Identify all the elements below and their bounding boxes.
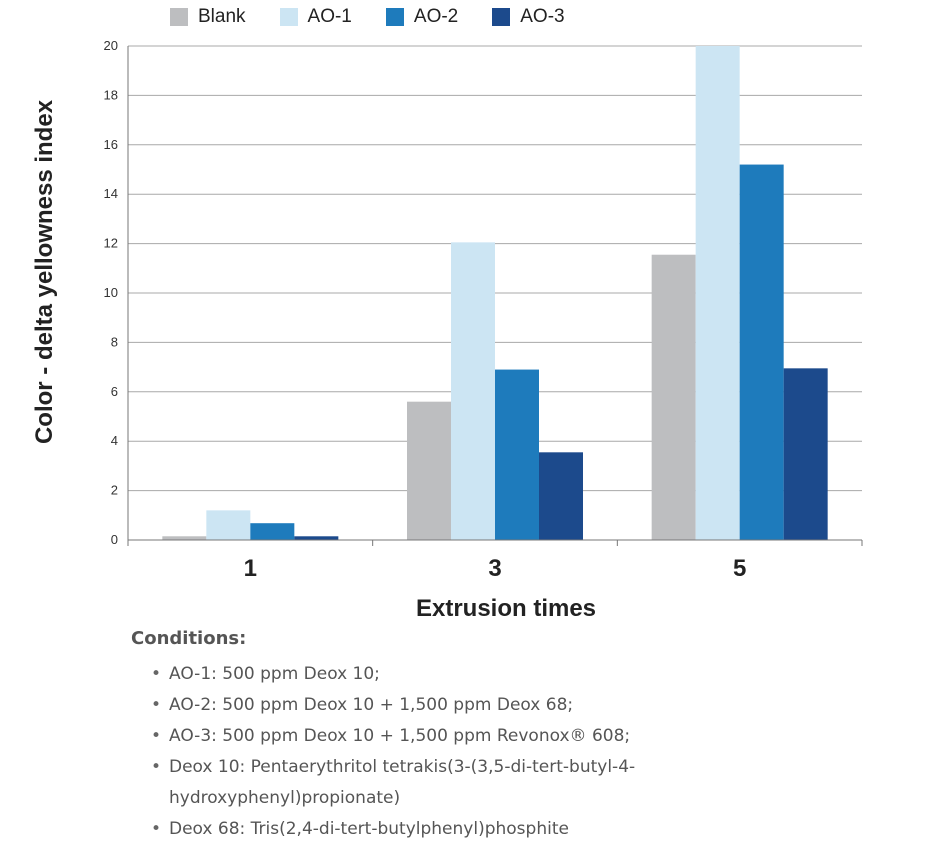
conditions-list bbox=[131, 659, 911, 845]
condition-text: • AO-1: 500 ppm Deox 10; bbox=[169, 664, 380, 684]
legend-label-ao-3: AO-3 bbox=[520, 6, 565, 27]
bar-ao-1-x3 bbox=[451, 242, 495, 540]
bar-ao-3-x1 bbox=[294, 536, 338, 540]
x-axis-title: Extrusion times bbox=[415, 595, 597, 622]
bar-blank-x5 bbox=[652, 255, 696, 540]
bar-ao-3-x3 bbox=[539, 452, 583, 540]
condition-text: • Deox 68: Tris(2,4-di-tert-butylphenyl)phosphite bbox=[169, 819, 569, 839]
condition-item bbox=[151, 721, 911, 752]
bar-ao-2-x3 bbox=[495, 370, 539, 540]
legend-label-blank: Blank bbox=[198, 6, 246, 27]
bar-ao-2-x1 bbox=[250, 523, 294, 540]
condition-text: • Deox 10: Pentaerythritol tetrakis(3-(3,5-di-tert-butyl-4- bbox=[169, 757, 636, 777]
y-tick-label: 2 bbox=[110, 482, 118, 498]
bar-ao-1-x1 bbox=[206, 510, 250, 540]
conditions-title: Conditions: bbox=[131, 628, 247, 649]
y-tick-label: 12 bbox=[103, 235, 118, 251]
y-tick-label: 20 bbox=[103, 38, 118, 53]
legend-label-ao-1: AO-1 bbox=[307, 6, 352, 27]
bar-blank-x3 bbox=[407, 402, 451, 540]
conditions-notes bbox=[131, 628, 911, 845]
bar-ao-3-x5 bbox=[784, 368, 828, 540]
condition-text: • AO-3: 500 ppm Deox 10 + 1,500 ppm Revonox® 608; bbox=[169, 726, 631, 746]
y-tick-label: 18 bbox=[103, 87, 118, 103]
condition-text: hydroxyphenyl)propionate) bbox=[169, 788, 401, 808]
y-tick-label: 16 bbox=[103, 136, 118, 152]
y-axis-title: Color - delta yellowness index bbox=[31, 99, 58, 445]
x-tick-label: 1 bbox=[243, 555, 258, 582]
condition-item bbox=[151, 752, 911, 814]
x-tick-label: 3 bbox=[488, 555, 502, 582]
y-tick-label: 6 bbox=[110, 383, 118, 399]
condition-item bbox=[151, 814, 911, 845]
y-tick-label: 10 bbox=[103, 285, 118, 300]
condition-text: • AO-2: 500 ppm Deox 10 + 1,500 ppm Deox 68; bbox=[169, 695, 574, 715]
y-tick-label: 14 bbox=[103, 186, 118, 202]
legend-label-ao-2: AO-2 bbox=[413, 6, 459, 27]
bar-blank-x1 bbox=[162, 536, 206, 540]
y-tick-label: 8 bbox=[110, 334, 118, 350]
bar-ao-2-x5 bbox=[740, 165, 784, 540]
x-tick-label: 5 bbox=[732, 555, 747, 582]
condition-item bbox=[151, 659, 911, 690]
bar-ao-1-x5 bbox=[696, 46, 740, 540]
y-tick-label: 0 bbox=[110, 532, 118, 547]
y-tick-label: 4 bbox=[110, 433, 118, 449]
condition-item bbox=[151, 690, 911, 721]
